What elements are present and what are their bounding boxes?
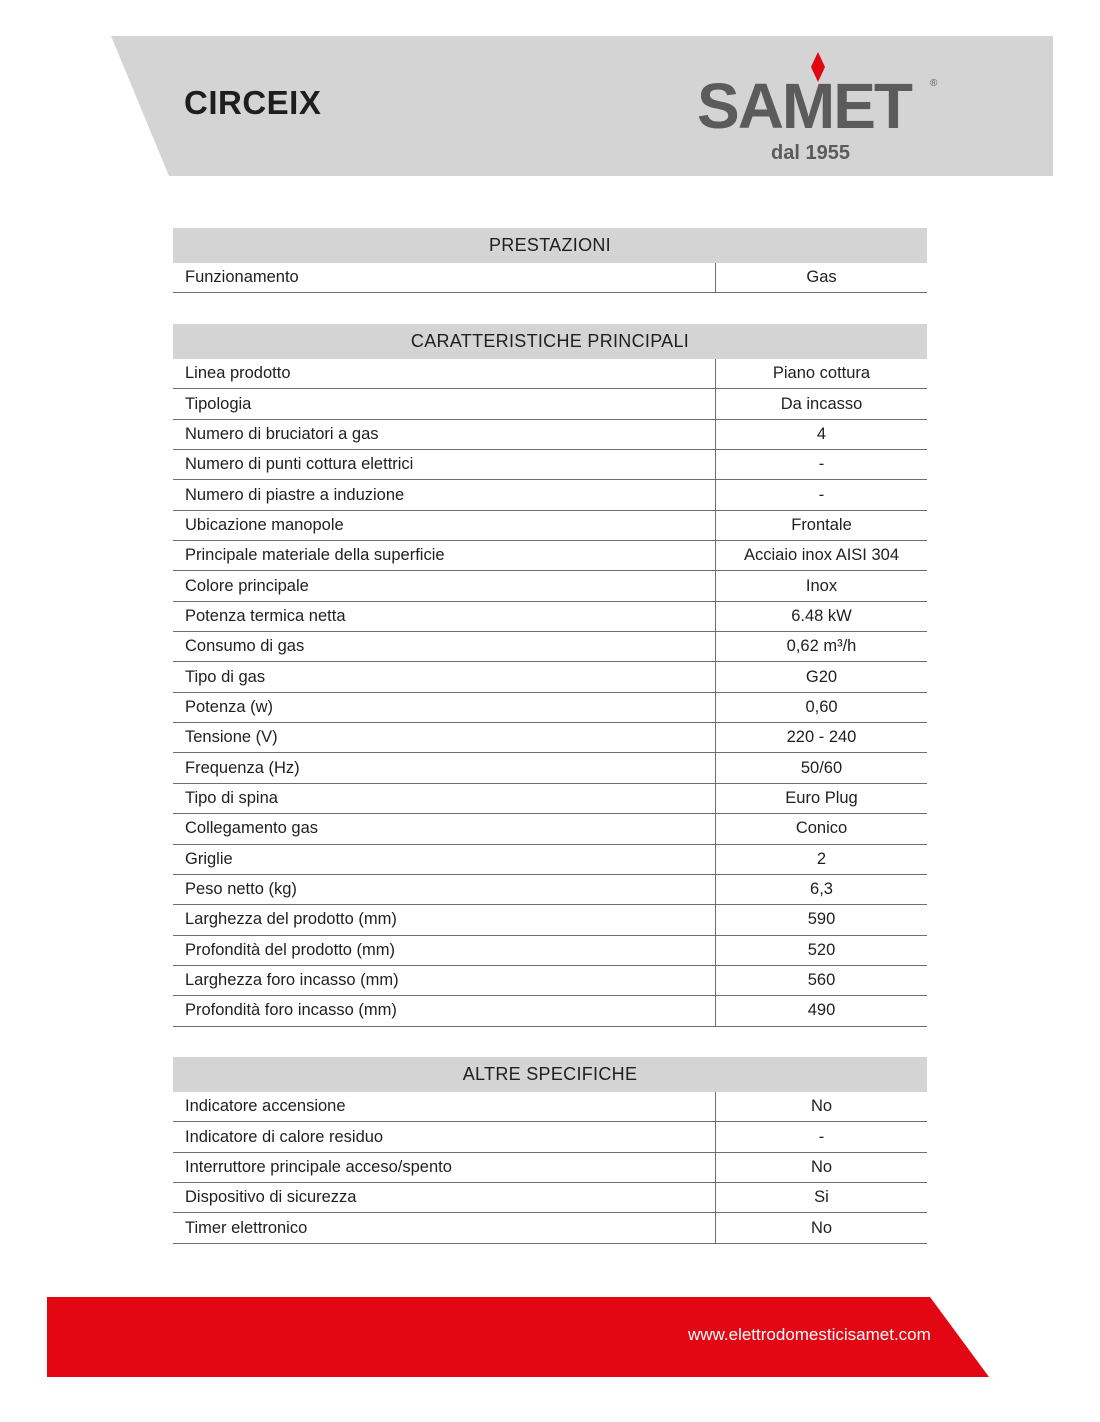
row-value: 590 (807, 910, 836, 929)
row-label: Indicatore di calore residuo (173, 1122, 716, 1151)
section-prestazioni (173, 228, 927, 293)
row-value: 560 (807, 971, 836, 990)
table-row (173, 753, 927, 783)
table-row (173, 359, 927, 389)
row-value: Frontale (791, 515, 852, 534)
row-value: Da incasso (780, 394, 863, 413)
table-row (173, 784, 927, 814)
product-title: CIRCEIX (184, 84, 322, 121)
table-row (173, 480, 927, 510)
row-label: Potenza (w) (173, 693, 716, 722)
table-row (173, 905, 927, 935)
row-value: 490 (807, 1001, 836, 1020)
logo-wordmark: SAMET (697, 70, 911, 142)
row-label: Timer elettronico (173, 1213, 716, 1242)
table-row (173, 450, 927, 480)
row-label: Ubicazione manopole (173, 511, 716, 540)
row-value: Gas (806, 268, 837, 287)
row-value: No (810, 1097, 833, 1116)
row-value: Euro Plug (785, 788, 858, 807)
row-label: Peso netto (kg) (173, 875, 716, 904)
logo-tagline: dal 1955 (771, 142, 850, 164)
table-row (173, 1122, 927, 1152)
section-caratteristiche (173, 324, 927, 1027)
row-value: 0,62 m³/h (786, 637, 857, 656)
table-row (173, 602, 927, 632)
row-value: G20 (805, 667, 838, 686)
row-label: Consumo di gas (173, 632, 716, 661)
row-label: Dispositivo di sicurezza (173, 1183, 716, 1212)
table-row (173, 996, 927, 1026)
section-title: CARATTERISTICHE PRINCIPALI (173, 324, 927, 359)
row-label: Tipologia (173, 389, 716, 418)
table-row (173, 1213, 927, 1243)
row-label: Interruttore principale acceso/spento (173, 1153, 716, 1182)
row-label: Numero di bruciatori a gas (173, 420, 716, 449)
row-label: Larghezza foro incasso (mm) (173, 966, 716, 995)
section-title: PRESTAZIONI (173, 228, 927, 263)
row-label: Funzionamento (173, 263, 716, 292)
row-label: Tipo di spina (173, 784, 716, 813)
row-value: - (818, 485, 825, 504)
row-label: Numero di punti cottura elettrici (173, 450, 716, 479)
row-label: Linea prodotto (173, 359, 716, 388)
row-label: Tensione (V) (173, 723, 716, 752)
table-row (173, 541, 927, 571)
table-row (173, 511, 927, 541)
table-row (173, 1183, 927, 1213)
registered-mark: ® (930, 78, 938, 89)
row-label: Principale materiale della superficie (173, 541, 716, 570)
row-value: No (810, 1218, 833, 1237)
table-row (173, 662, 927, 692)
table-row (173, 263, 927, 293)
table-row (173, 571, 927, 601)
row-value: 2 (816, 849, 827, 868)
row-label: Frequenza (Hz) (173, 753, 716, 782)
row-label: Collegamento gas (173, 814, 716, 843)
samet-logo (697, 52, 945, 164)
table-row (173, 814, 927, 844)
row-value: Si (814, 1188, 829, 1207)
row-value: - (818, 455, 825, 474)
row-label: Profondità del prodotto (mm) (173, 936, 716, 965)
row-value: 520 (807, 940, 836, 959)
table-row (173, 389, 927, 419)
table-row (173, 723, 927, 753)
table-row (173, 693, 927, 723)
table-row (173, 875, 927, 905)
table-row (173, 1092, 927, 1122)
table-row (173, 936, 927, 966)
section-altre-specifiche (173, 1057, 927, 1244)
row-value: Conico (795, 819, 848, 838)
row-value: 0,60 (805, 697, 838, 716)
row-value: 220 - 240 (786, 728, 857, 747)
row-value: Inox (805, 576, 838, 595)
row-label: Profondità foro incasso (mm) (173, 996, 716, 1025)
row-value: Piano cottura (772, 364, 871, 383)
row-value: 6,3 (810, 880, 833, 899)
website-link[interactable]: www.elettrodomesticisamet.com (688, 1325, 931, 1344)
table-row (173, 1153, 927, 1183)
section-title: ALTRE SPECIFICHE (173, 1057, 927, 1092)
table-row (173, 966, 927, 996)
row-value: 6.48 kW (791, 606, 852, 625)
row-label: Potenza termica netta (173, 602, 716, 631)
row-label: Colore principale (173, 571, 716, 600)
row-label: Griglie (173, 845, 716, 874)
row-label: Indicatore accensione (173, 1092, 716, 1121)
row-value: No (810, 1157, 833, 1176)
row-value: 4 (816, 424, 827, 443)
row-label: Larghezza del prodotto (mm) (173, 905, 716, 934)
row-value: Acciaio inox AISI 304 (743, 546, 899, 565)
row-value: - (818, 1127, 825, 1146)
row-label: Tipo di gas (173, 662, 716, 691)
row-value: 50/60 (800, 758, 843, 777)
table-row (173, 632, 927, 662)
table-row (173, 420, 927, 450)
row-label: Numero di piastre a induzione (173, 480, 716, 509)
table-row (173, 845, 927, 875)
